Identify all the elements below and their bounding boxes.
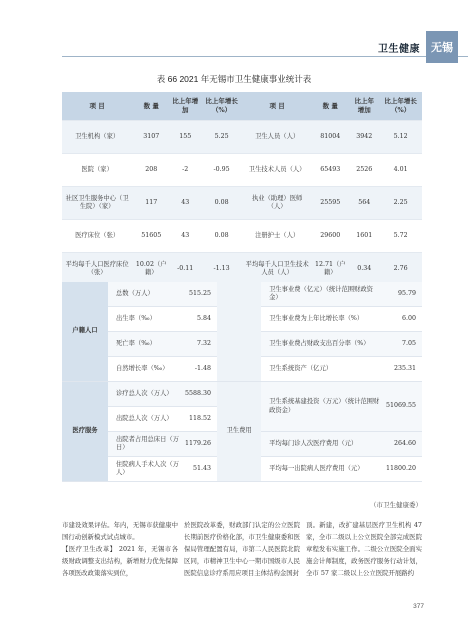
row-value: 11800.20 <box>384 457 422 482</box>
row-label: 住院病人手术人次（万人） <box>108 457 183 482</box>
table-title: 表 66 2021 年无锡市卫生健康事业统计表 <box>156 74 312 84</box>
column-header: 数 量 <box>311 92 349 121</box>
column-header: 比上年增长（%） <box>379 92 422 121</box>
row-label: 卫生事业费为上年比增长率（%） <box>261 307 384 332</box>
row-label: 卫生人员（人） <box>243 121 311 154</box>
table-row <box>62 187 422 220</box>
row-label: 出院总人次（万人） <box>108 407 183 432</box>
column-header: 数 量 <box>132 92 170 121</box>
row-label: 卫生事业费（亿元）（统计范围财政资金） <box>261 282 384 307</box>
table-cell: 5.72 <box>379 220 422 253</box>
source-note: （市卫生健康委） <box>370 501 422 509</box>
group-label-services: 医疗服务 <box>62 382 108 482</box>
group-label-expense: 卫生费用 <box>217 382 261 482</box>
table-cell: 29600 <box>311 220 349 253</box>
table-cell: 2526 <box>349 154 379 187</box>
table-cell: 1601 <box>349 220 379 253</box>
table-cell: 5.12 <box>379 121 422 154</box>
table-cell: 5.25 <box>200 121 243 154</box>
table-row <box>62 121 422 154</box>
table-cell: 2.76 <box>379 253 422 286</box>
row-label: 出生率（‰） <box>108 307 183 332</box>
row-value: 1179.26 <box>183 432 217 457</box>
row-label: 社区卫生服务中心（卫生院）（家） <box>62 187 132 220</box>
row-value: 515.25 <box>183 282 217 307</box>
column-header: 比上年增加 <box>349 92 379 121</box>
table-cell: 0.08 <box>200 220 243 253</box>
table-cell: 564 <box>349 187 379 220</box>
row-label: 卫生机构（家） <box>62 121 132 154</box>
table-cell: 0.34 <box>349 253 379 286</box>
body-column-1: 市建设效果评估。年内，无锡市获健康中国行动创新模式试点城市。 【医疗卫生改革】 2021 年，无锡市各级财政调整支出结构，新增财力优先保障各项医改政策落实到位， <box>62 521 178 577</box>
column-header: 比上年增加 <box>170 92 200 121</box>
row-label: 卫生技术人员（人） <box>243 154 311 187</box>
table-cell: 2.25 <box>379 187 422 220</box>
row-value: 6.00 <box>384 307 422 332</box>
table-cell: 43 <box>170 187 200 220</box>
table-row <box>62 220 422 253</box>
table-cell: 12.71（户籍） <box>311 253 349 286</box>
row-label: 平均每千人口卫生技术人员（人） <box>243 253 311 286</box>
row-value: 51.43 <box>183 457 217 482</box>
row-value: 51069.55 <box>384 382 422 432</box>
row-value: 7.32 <box>183 332 217 357</box>
table-cell: 81004 <box>311 121 349 154</box>
table-cell: 65493 <box>311 154 349 187</box>
row-value: 264.60 <box>384 432 422 457</box>
table-row <box>62 154 422 187</box>
table-cell: 43 <box>170 220 200 253</box>
body-column-2: 於医院改革委，财政部门认定的公立医院长期前医疗价格化部，市卫生健康委和医保局管理配置有局，市第二人民医院北院区同，市精神卫生中心一期市国级市人民医院信息诊疗系用应项目主体结构金国封 <box>184 521 300 577</box>
row-value: 95.79 <box>384 282 422 307</box>
row-label: 卫生系统基建投资（万元）（统计范围财政资金） <box>261 382 384 432</box>
row-label: 平均每门诊人次医疗费用（元） <box>261 432 384 457</box>
row-label: 平均每一出院病人医疗费用（元） <box>261 457 384 482</box>
group-label-population: 户籍人口 <box>62 282 108 382</box>
stats-table-1 <box>62 92 422 285</box>
table-cell: 3107 <box>132 121 170 154</box>
table-cell: 117 <box>132 187 170 220</box>
table-cell: -0.11 <box>170 253 200 286</box>
row-label: 自然增长率（‰） <box>108 357 183 382</box>
table-cell: 25595 <box>311 187 349 220</box>
row-label: 死亡率（‰） <box>108 332 183 357</box>
row-value: -1.48 <box>183 357 217 382</box>
header-rule <box>62 56 468 57</box>
row-label: 总数（万人） <box>108 282 183 307</box>
row-value: 5.84 <box>183 307 217 332</box>
table-cell: -1.13 <box>200 253 243 286</box>
body-column-3: 顶。新建，改扩建基层医疗卫生机构 47 家，全市二级以上公立医院全部完成医院章程发布实施工作。二级公立医院全面实施会计师制度，政务医疗服务行动计划，全市 57 家二级以上公立医院开展路约 <box>306 521 422 577</box>
row-label: 卫生事业费占财政支出百分率（%） <box>261 332 384 357</box>
column-header: 项 目 <box>62 92 132 121</box>
row-label: 医院（家） <box>62 154 132 187</box>
table-cell: 0.08 <box>200 187 243 220</box>
row-value: 7.05 <box>384 332 422 357</box>
table-cell: 208 <box>132 154 170 187</box>
table-cell: -2 <box>170 154 200 187</box>
section-title: 卫生健康 <box>378 44 420 55</box>
table-cell: 51605 <box>132 220 170 253</box>
row-label: 注册护士（人） <box>243 220 311 253</box>
table-cell: 10.02（户籍） <box>132 253 170 286</box>
table-row <box>62 382 422 407</box>
table-row <box>62 253 422 286</box>
table-cell: 3942 <box>349 121 379 154</box>
table-cell: 4.01 <box>379 154 422 187</box>
column-header: 比上年增长（%） <box>200 92 243 121</box>
column-header: 项 目 <box>243 92 311 121</box>
row-label: 卫生系统资产（亿元） <box>261 357 384 382</box>
row-label: 执业（助理）医师（人） <box>243 187 311 220</box>
row-value: 5588.30 <box>183 382 217 407</box>
logo-badge: 无锡 <box>426 31 458 63</box>
row-label: 医疗床位（张） <box>62 220 132 253</box>
row-value: 235.31 <box>384 357 422 382</box>
table-row <box>62 282 422 307</box>
page-header <box>0 0 468 62</box>
row-label: 出院者占用总床日（万日） <box>108 432 183 457</box>
row-value: 118.52 <box>183 407 217 432</box>
table-header-row <box>62 92 422 121</box>
table-cell: -0.95 <box>200 154 243 187</box>
table-cell: 155 <box>170 121 200 154</box>
row-label: 诊疗总人次（万人） <box>108 382 183 407</box>
row-label: 平均每千人口医疗床位（张） <box>62 253 132 286</box>
page-number: 377 <box>413 603 424 610</box>
stats-table-2 <box>62 282 422 482</box>
